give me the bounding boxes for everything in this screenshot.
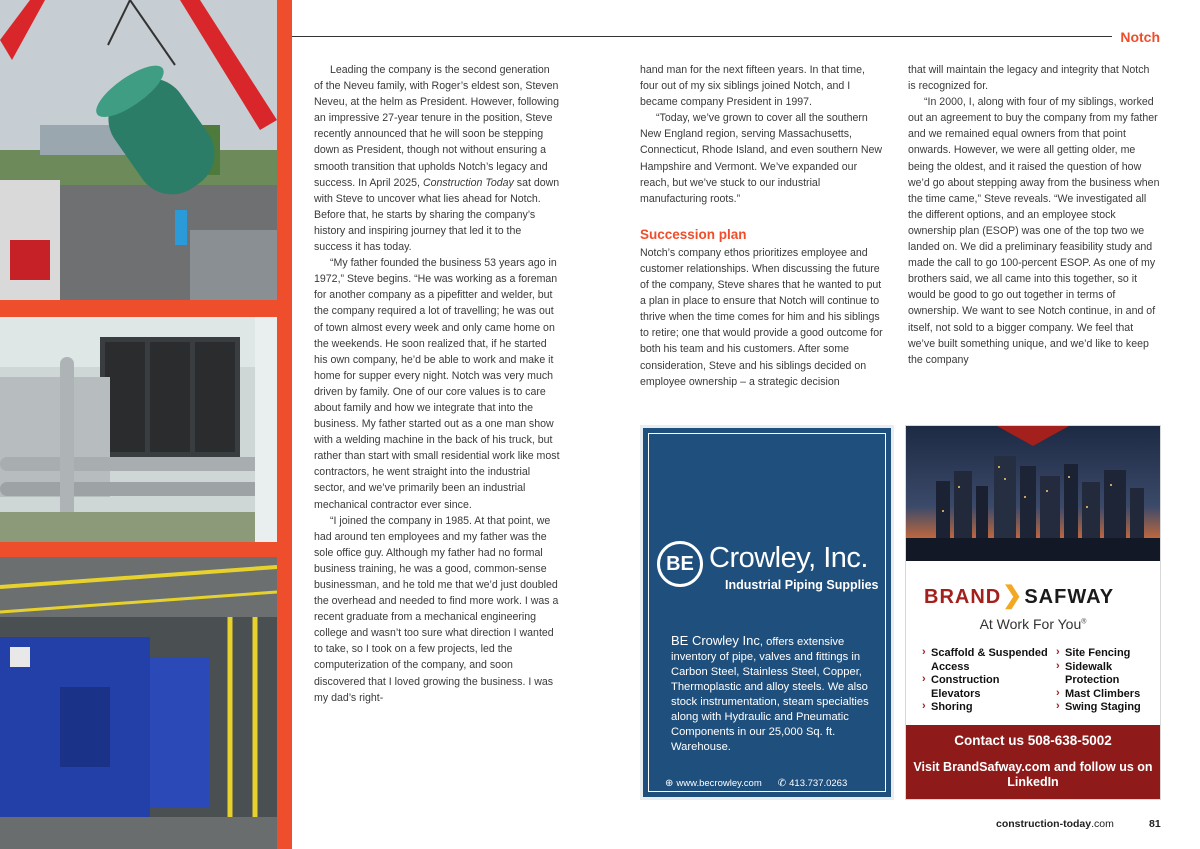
brand-slogan [906, 616, 1160, 632]
brand-notch-shape [997, 426, 1069, 446]
paragraph: hand man for the next fifteen years. In that time, four out of my six siblings joined Notch, and I became company President in 1997. [640, 64, 865, 109]
article-column-1 [314, 62, 560, 706]
service-item: › Swing Staging [1056, 701, 1160, 715]
crowley-desc-lead: BE Crowley Inc [671, 633, 760, 648]
paragraph: “My father founded the business 53 years ago in 1972,” Steve begins. “He was working as a foreman for another company as a pipefitter and welder, but the company required a lot of travelling; he was out of town almost every week and only came home on the weekends. He soon realized that, if he started his own company, he’d be able to work and make it home for supper every night. Notch was very much driven by family. One of our core values is to care about family and how we integrate that into the business. My father started out as a one man show with a welding machine in the back of his truck, but rather than start with small residential work like most contractors, he went straight into the industrial sector, and we’ve primarily been an industrial mechanical contractor ever since. [314, 257, 560, 511]
paragraph: “I joined the company in 1985. At that point, we had around ten employees and my father was the sole office guy. Although my father had no formal business training, he was a good, common-sense businessman, and he told me that we’d just doubled the overhead and needed to find more work. I was a recent graduate from a mechanical engineering college and wasn’t too sure what direction I wanted to take, so I took on a few projects, led the computerization of the company, and soon discovered that I loved growing the business. I was my dad’s right- [314, 514, 559, 704]
footer-site-name: construction-today [996, 818, 1092, 830]
service-item: › Sidewalk Protection [1056, 661, 1160, 688]
brandsafway-advertisement[interactable] [905, 425, 1161, 800]
crowley-phone-link[interactable] [778, 778, 848, 789]
publication-title: Construction Today [422, 176, 514, 189]
service-item: › Site Fencing [1056, 647, 1160, 661]
chevron-icon: ❯ [1002, 582, 1024, 609]
crowley-website: www.becrowley.com [676, 778, 762, 789]
service-item: › Mast Climbers [1056, 688, 1160, 702]
services-list-right [1056, 647, 1160, 715]
brand-contact-phone: Contact us 508-638-5002 [954, 733, 1112, 748]
crowley-advertisement[interactable] [640, 425, 894, 800]
services-list-left [922, 647, 1052, 715]
section-tag: Notch [1120, 29, 1160, 45]
crowley-phone: 413.737.0263 [789, 778, 848, 789]
phone-icon: ✆ [777, 778, 787, 789]
crowley-desc-body: , offers extensive inventory of pipe, valves and fittings in Carbon Steel, Stainless Steel, Copper, Thermoplastic and alloy steels. We also stock instrumentation, steam specialties along with Hydraulic and Pneumatic Components in our 25,000 Sq. ft. Warehouse. [671, 636, 869, 753]
paragraph: “In 2000, I, along with four of my siblings, worked out an agreement to buy the company from my father and we remained equal owners from that point onwards. However, we were all getting older, me being the oldest, and it raised the question of how we’d go about stepping away from the business when the time came,” Steve reveals. “We investigated all the different options, and an employee stock ownership plan (ESOP) was one of the top two we landed on. We did a preliminary feasibility study and made the call to go 100-percent ESOP. As one of my brothers said, we all came into this together, so it would be good to go out together in terms of ownership. We want to see Notch continue, in and of itself, not sold to a bigger company. We feel that we’ve built something unique, and we’d like to keep the company [908, 96, 1160, 366]
crowley-logo-icon: BE [657, 541, 703, 587]
brandsafway-logo [924, 581, 1114, 610]
industrial-equipment-room-photo [0, 557, 277, 849]
crowley-tagline: Industrial Piping Supplies [725, 578, 879, 592]
footer-website[interactable] [996, 818, 1114, 830]
city-skyline-photo [906, 426, 1160, 561]
logo-text-brand: BRAND [924, 586, 1002, 608]
globe-icon: ⊕ [665, 778, 674, 789]
section-subhead: Succession plan [640, 226, 747, 242]
brand-contact-panel[interactable] [906, 725, 1160, 799]
article-column-3 [908, 62, 1160, 368]
footer-site-domain: .com [1091, 818, 1114, 830]
crowley-company-name: Crowley, Inc. [709, 542, 868, 574]
paragraph-text: sat down with Steve to uncover what lies ahead for Notch. Before that, he starts by sharing the company’s history and inspiring journey that led it to the success it has today. [314, 176, 560, 254]
service-item: › Scaffold & Suspended Access [922, 647, 1052, 674]
paragraph: “Today, we’ve grown to cover all the southern New England region, serving Massachusetts, Connecticut, Rhode Island, and even southern New Hampshire and Vermont. We’ve expanded our reach, but we’ve stuck to our industrial manufacturing roots.” [640, 112, 883, 205]
crowley-website-link[interactable] [665, 778, 762, 789]
page-number: 81 [1149, 818, 1161, 830]
photo-strip [0, 0, 292, 849]
header-rule [292, 36, 1112, 37]
crowley-description [671, 633, 885, 755]
service-item: › Construction Elevators [922, 674, 1052, 701]
brand-visit-text: Visit BrandSafway.com and follow us on LinkedIn [913, 760, 1153, 789]
cooling-tower-piping-photo [0, 317, 277, 542]
registered-mark: ® [1081, 618, 1087, 626]
paragraph [314, 62, 560, 255]
slogan-text: At Work For You [979, 616, 1082, 632]
paragraph: that will maintain the legacy and integrity that Notch is recognized for. [908, 64, 1150, 93]
paragraph: Notch’s company ethos prioritizes employee and customer relationships. When discussing the future of the company, Steve shares that he wanted to put a plan in place to ensure that Notch will continue to thrive when the time comes for him and his siblings to retire; one that would provide a good outcome for both his team and his customers. After some consideration, Steve and his siblings decided on employee ownership – a strategic decision [640, 246, 883, 388]
service-item: › Shoring [922, 701, 1052, 715]
article-column-2 [640, 62, 886, 390]
crane-lifting-tank-photo [0, 0, 277, 300]
paragraph-text: Leading the company is the second generation of the Neveu family, with Roger’s eldest son, Steven Neveu, at the helm as President. However, following an impressive 27-year tenure in the position, Steve recently announced that he will soon be stepping down as President, though not without ensuring a smooth transition that upholds Notch’s legacy and success. In April 2025, [314, 64, 559, 189]
crowley-contact-row [665, 778, 847, 789]
logo-text-safway: SAFWAY [1024, 586, 1115, 608]
